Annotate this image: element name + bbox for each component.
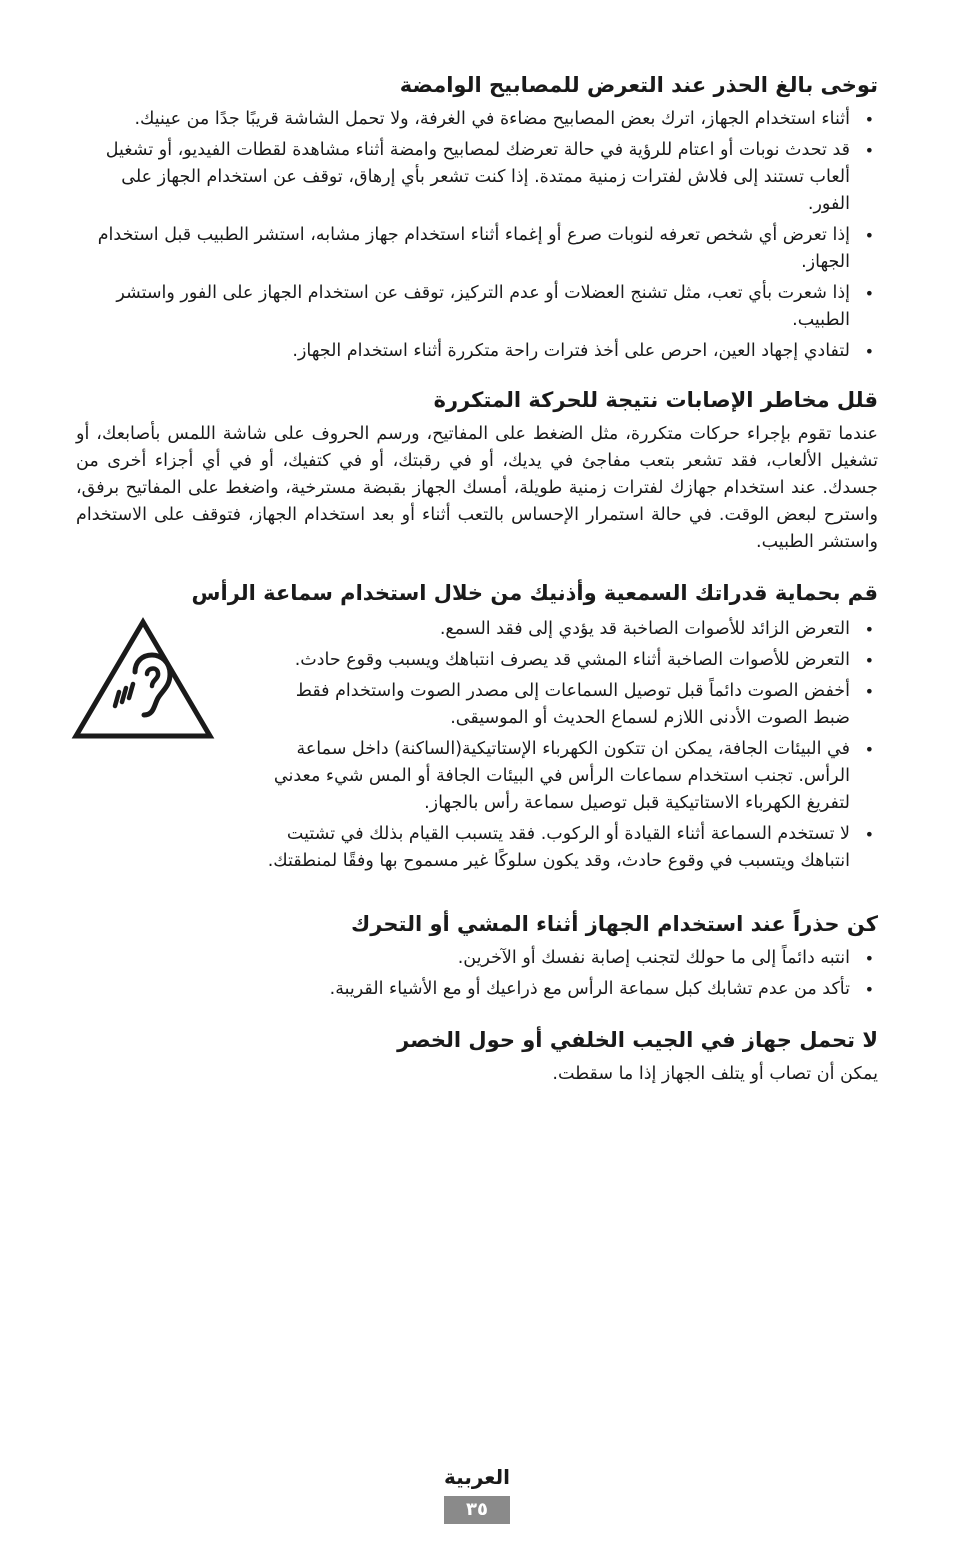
- section-heading: قلل مخاطر الإصابات نتيجة للحركة المتكررة: [433, 388, 878, 412]
- list-item: • التعرض للأصوات الصاخبة أثناء المشي قد يصرف انتباهك ويسبب وقوع حادث.: [266, 647, 878, 674]
- section-paragraph: عندما تقوم بإجراء حركات متكررة، مثل الضغط على المفاتيح، ورسم الحروف على شاشة اللمس بأصابعك، أو تشغيل الألعاب، فقد تشعر بتعب مفاجئ في يديك، أو في رقبتك، أو في كتفيك، أو في أي أجزاء أخرى من جسدك. عند استخدام جهازك لفترات زمنية طويلة، أمسك الجهاز بقبضة مسترخية، واضغط على المفاتيح برفق، واسترح لبعض الوقت. في حالة استمرار الإحساس بالتعب أثناء أو بعد استخدام الجهاز، فتوقف على الاستخدام واستشر الطبيب.: [76, 424, 878, 552]
- bullet-list: [76, 945, 878, 1003]
- list-item: • أثناء استخدام الجهاز، اترك بعض المصابيح مضاءة في الغرفة، ولا تحمل الشاشة قريبًا جدًا من عينيك.: [76, 106, 878, 133]
- list-item: • في البيئات الجافة، يمكن ان تتكون الكهرباء الإستاتيكية(الساكنة) داخل سماعة الرأس. تجنب استخدام سماعات الرأس في البيئات الجافة أو المس شيء معدني لتفريغ الكهرباء الاستاتيكية قبل توصيل سماعة رأس بالجهاز.: [266, 736, 878, 817]
- section-repetitive-motion: [76, 385, 878, 556]
- list-item: • لا تستخدم السماعة أثناء القيادة أو الركوب. فقد يتسبب القيام بذلك في تشتيت انتباهك ويتسبب في وقوع حادث، وقد يكون سلوكًا غير مسموح بها وفقًا لمنطقتك.: [266, 821, 878, 875]
- list-item: • التعرض الزائد للأصوات الصاخبة قد يؤدي إلى فقد السمع.: [266, 616, 878, 643]
- section-heading: قم بحماية قدراتك السمعية وأذنيك من خلال استخدام سماعة الرأس: [191, 581, 878, 605]
- hearing-warning-icon: [66, 616, 216, 742]
- bullet-list: [266, 616, 878, 879]
- section-back-pocket: [76, 1025, 878, 1088]
- list-item: • قد تحدث نوبات أو اعتام للرؤية في حالة تعرضك لمصابيح وامضة أثناء مشاهدة لقطات الفيديو، أو تشغيل ألعاب تستند إلى فلاش لفترات زمنية ممتدة. إذا كنت تشعر بأي إرهاق، توقف عن استخدام الجهاز على الفور.: [76, 137, 878, 218]
- section-hearing-protection: [76, 578, 878, 879]
- list-item: • أخفض الصوت دائماً قبل توصيل السماعات إلى مصدر الصوت واستخدام فقط ضبط الصوت الأدنى اللازم لسماع الحديث أو الموسيقى.: [266, 678, 878, 732]
- bullet-list: [76, 106, 878, 365]
- document-page: [76, 70, 878, 1088]
- section-heading: توخى بالغ الحذر عند التعرض للمصابيح الوامضة: [399, 73, 878, 97]
- section-heading: كن حذراً عند استخدام الجهاز أثناء المشي أو التحرك: [351, 912, 878, 936]
- page-number: ٣٥: [444, 1496, 510, 1524]
- list-item: • تأكد من عدم تشابك كبل سماعة الرأس مع ذراعيك أو مع الأشياء القريبة.: [76, 976, 878, 1003]
- section-paragraph: يمكن أن تصاب أو يتلف الجهاز إذا ما سقطت.: [552, 1064, 878, 1084]
- footer-language: العربية: [444, 1465, 510, 1489]
- list-item: • إذا تعرض أي شخص تعرفه لنوبات صرع أو إغماء أثناء استخدام جهاز مشابه، استشر الطبيب قبل استخدام الجهاز.: [76, 222, 878, 276]
- list-item: • إذا شعرت بأي تعب، مثل تشنج العضلات أو عدم التركيز، توقف عن استخدام الجهاز على الفور واستشر الطبيب.: [76, 280, 878, 334]
- list-item: • لتفادي إجهاد العين، احرص على أخذ فترات راحة متكررة أثناء استخدام الجهاز.: [76, 338, 878, 365]
- page-footer: [0, 1462, 954, 1524]
- section-walking-caution: [76, 909, 878, 1003]
- section-flashing-lights: [76, 70, 878, 365]
- section-heading: لا تحمل جهاز في الجيب الخلفي أو حول الخصر: [397, 1028, 878, 1052]
- list-item: • انتبه دائماً إلى ما حولك لتجنب إصابة نفسك أو الآخرين.: [76, 945, 878, 972]
